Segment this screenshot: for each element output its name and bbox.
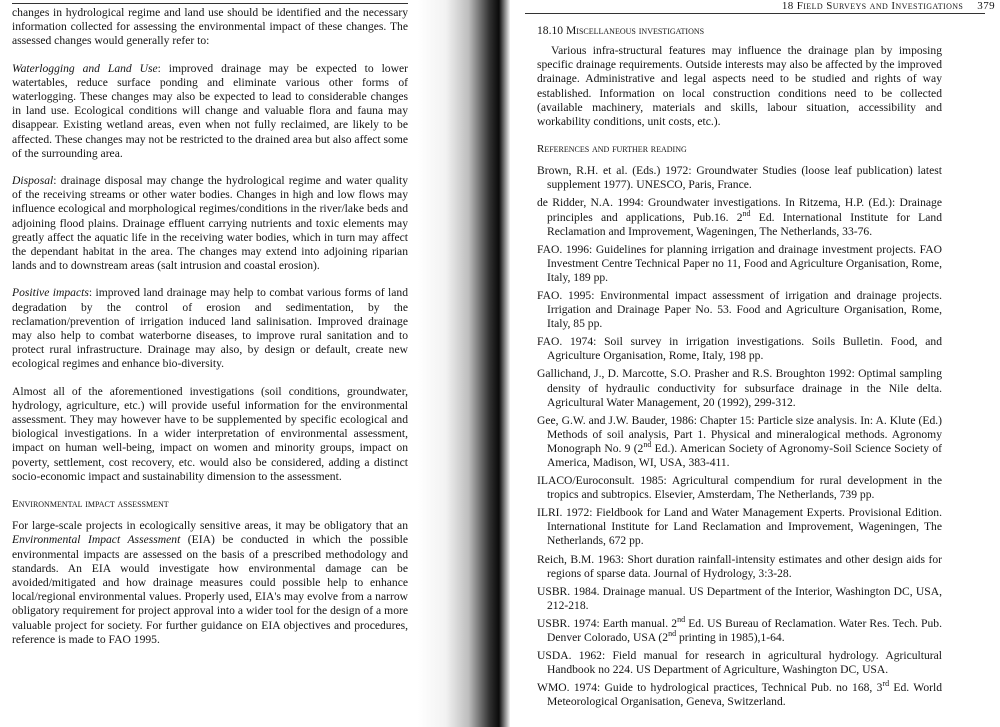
reference-item: de Ridder, N.A. 1994: Groundwater investigations. In Ritzema, H.P. (Ed.): Drainage principles and applications, Pub.16. 2nd Ed. International Institute for Land Reclamation and Improvement, Wageningen, The Netherlands, 33-76.	[537, 196, 942, 238]
page-number: 379	[977, 0, 995, 12]
paragraph-text: : improved land drainage may help to combat various forms of land degradation by the control of erosion and sedimentation, by the reclamation/prevention of irrigation induced land salinisation. Improved drainage may also help to combat waterborne diseases, to improve rural sanitation and to protect rural infrastructure. Drainage may also, by design or default, create new ecological regimes and enhance bio-diversity.	[12, 286, 409, 371]
paragraph-disposal	[12, 174, 408, 273]
reference-item: Gallichand, J., D. Marcotte, S.O. Prasher and R.S. Broughton 1992: Optimal sampling density of hydraulic conductivity for subsurface drainage in the Nile delta. Agricultural Water Management, 20 (1992), 299-312.	[537, 367, 942, 409]
top-rule	[12, 3, 408, 4]
paragraph-lead: Waterlogging and Land Use	[12, 61, 158, 75]
paragraph-positive-impacts	[12, 286, 408, 371]
paragraph-lead: Positive impacts	[12, 286, 89, 300]
reference-item: USBR. 1974: Earth manual. 2nd Ed. US Bureau of Reclamation. Water Res. Tech. Pub. Denver Colorado, USA (2nd printing in 1985),1-64.	[537, 615, 942, 645]
reference-item: FAO. 1996: Guidelines for planning irrigation and drainage investment projects. FAO Investment Centre Technical Paper no 11, Food and Agriculture Organisation, Rome, Italy, 189 pp.	[537, 242, 942, 284]
running-head	[735, 0, 995, 13]
reference-item: FAO. 1974: Soil survey in irrigation investigations. Soils Bulletin. Food, and Agriculture Organisation, Rome, Italy, 198 pp.	[537, 335, 942, 363]
paragraph-text: Various infra-structural features may influence the drainage plan by imposing specific drainage requirements. Outside interests may also be affected by the improved drainage. Administrative and legal aspects need to be studied and rights of way established. Information on local construction conditions need to be collected (available machinery, materials and skills, labour situation, accessibility and workability conditions, unit costs, etc.).	[537, 44, 942, 129]
paragraph-intro	[12, 6, 408, 49]
paragraph-text: : drainage disposal may change the hydrological regime and water quality of the receiving streams or other water bodies. Changes in high and low flows may influence ecological and morphological regimes/conditions in the river/lake beds and adjoining flood plains. Drainage effluent carrying nutrients and toxic elements may greatly affect the aquatic life in the receiving water bodies, which in turn may affect the dependant habitat in the area. The changes may extend into adjoining riparian lands and to downstream areas (salt intrusion and coastal erosion).	[12, 174, 408, 273]
left-page	[0, 0, 420, 727]
reference-item: USDA. 1962: Field manual for research in agricultural hydrology. Agricultural Handbook no 224. US Department of Agriculture, Washington DC, USA.	[537, 649, 942, 677]
top-rule	[525, 13, 985, 14]
paragraph-text: For large-scale projects in ecologically sensitive areas, it may be obligatory that an	[12, 519, 408, 533]
reference-item: USBR. 1984. Drainage manual. US Department of the Interior, Washington DC, USA, 212-218.	[537, 584, 942, 612]
reference-item: ILRI. 1972: Fieldbook for Land and Water Management Experts. Provisional Edition. International Institute for Land Reclamation and Improvement, Wageningen, The Netherlands, 672 pp.	[537, 506, 942, 548]
reference-item: Reich, B.M. 1963: Short duration rainfall-intensity estimates and other design aids for regions of sparse data. Journal of Hydrology, 3:3-28.	[537, 552, 942, 580]
paragraph-text: (EIA) be conducted in which the possible environmental impacts are assessed on the basis of a prescribed methodology and standards. An EIA would investigate how environmental damage can be avoided/mitigated and how drainage measures could possible help to enhance local/regional environmental values. Properly used, EIA's may evolve from a narrow obligatory requirement for project approval into a wider tool for the design of a more valuable project for society. For further guidance on EIA objectives and procedures, reference is made to FAO 1995.	[12, 533, 408, 646]
paragraph-text: Almost all of the aforementioned investigations (soil conditions, groundwater, hydrology, agriculture, etc.) will provide useful information for the environmental assessment. They may however have to be supplemented by specific ecological and biological investigations. In a wider interpretation of environmental assessment, impact on human well-being, impact on women and minority groups, impact on poverty, settlement, cost recovery, etc. would also be considered, adding a distinct socio-economic impact and sustainability dimension to the assessment.	[12, 384, 408, 483]
right-text-column	[537, 24, 942, 714]
paragraph-misc	[537, 44, 942, 129]
right-page	[505, 0, 1000, 727]
reference-item: Brown, R.H. et al. (Eds.) 1972: Groundwater Studies (loose leaf publication) latest supplement 1977). UNESCO, Paris, France.	[537, 164, 942, 192]
left-text-column	[12, 6, 408, 660]
reference-item: WMO. 1974: Guide to hydrological practices, Technical Pub. no 168, 3rd Ed. World Meteorological Organisation, Geneva, Switzerland.	[537, 679, 942, 709]
reference-item: ILACO/Euroconsult. 1985: Agricultural compendium for rural development in the tropics and subtropics. Elsevier, Amsterdam, The Netherlands, 739 pp.	[537, 474, 942, 502]
paragraph-aforementioned	[12, 385, 408, 484]
paragraph-waterlogging	[12, 62, 408, 161]
paragraph-text: : improved drainage may be expected to lower watertables, reduce surface ponding and eliminate various other forms of waterlogging. These changes may also be expected to lead to considerable changes in land use. Ecological conditions will change and valuable flora and fauna may disappear. Existing wetland areas, even when not fully reclaimed, are likely to be affected. These changes may not be restricted to the drained area but also affect some of the surrounding area.	[12, 61, 408, 160]
section-title: 18.10 Miscellaneous investigations	[537, 24, 705, 37]
paragraph-italic-term: Environmental Impact Assessment	[12, 533, 181, 547]
book-gutter-shadow	[418, 0, 510, 727]
reference-item: Gee, G.W. and J.W. Bauder, 1986: Chapter 15: Particle size analysis. In: A. Klute (Ed.) Methods of soil analysis, Part 1. Physical and mineralogical methods. Agronomy Monograph No. 9 (2nd Ed.). American Society of Agronomy-Soil Science Society of America, Madison, WI, USA, 383-411.	[537, 413, 942, 469]
paragraph-lead: Disposal	[12, 174, 54, 188]
paragraph-eia	[12, 519, 408, 647]
paragraph-text: changes in hydrological regime and land use should be identified and the necessary information collected for assessing the environmental impact of these changes. The assessed changes would generally refer to:	[12, 6, 408, 48]
references-heading: References and further reading	[537, 143, 687, 156]
running-head-title: 18 Field Surveys and Investigations	[781, 0, 964, 12]
reference-item: FAO. 1995: Environmental impact assessment of irrigation and drainage projects. Irrigation and Drainage Paper No. 53. Food and Agriculture Organisation, Rome, Italy, 85 pp.	[537, 288, 942, 331]
reference-list	[537, 164, 942, 709]
eia-heading: Environmental impact assessment	[12, 498, 169, 511]
